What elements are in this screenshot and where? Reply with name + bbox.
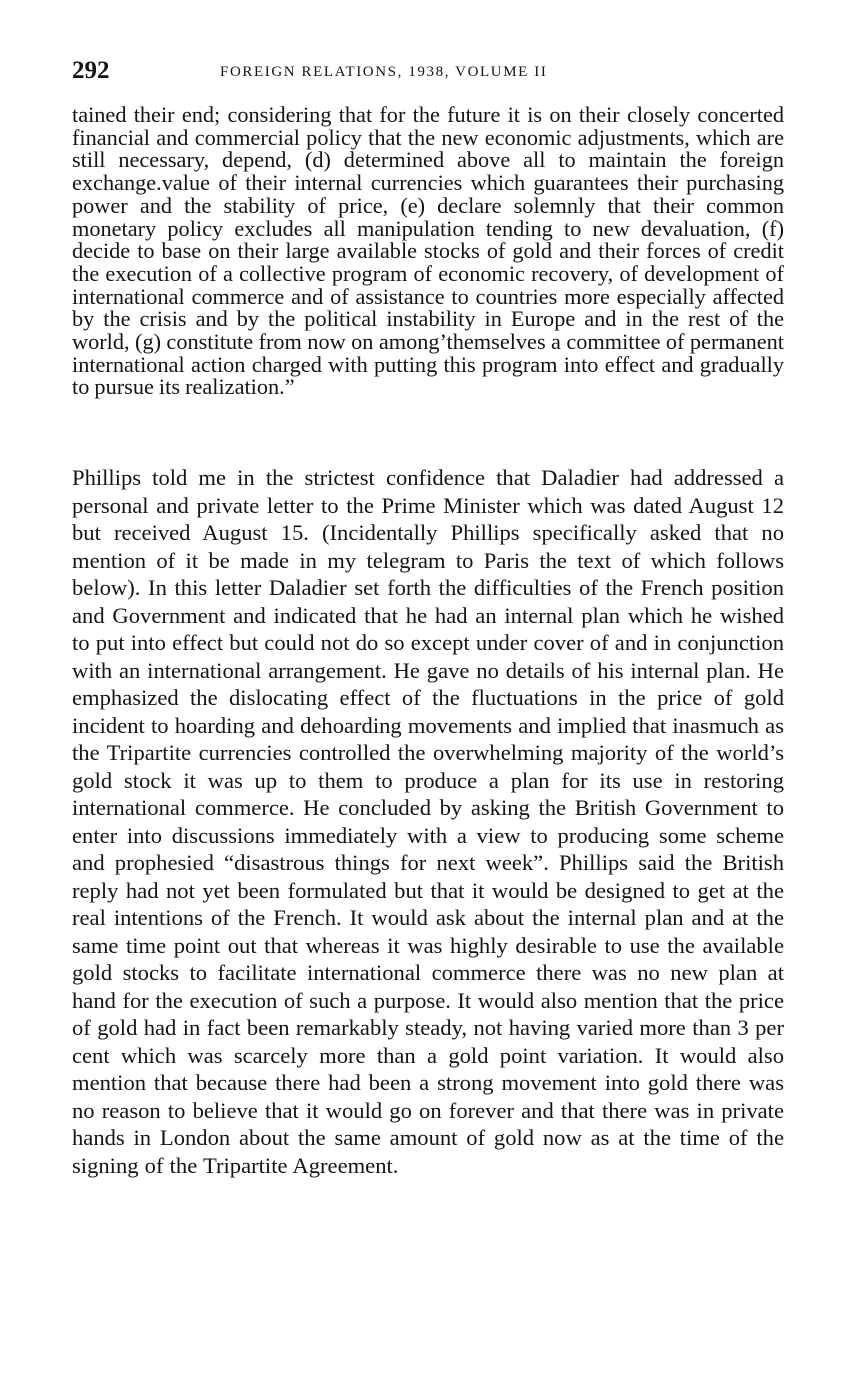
running-title: FOREIGN RELATIONS, 1938, VOLUME II [220, 64, 548, 80]
quoted-resolution-paragraph: tained their end; considering that for the future it is on their closely concerted financial and commercial policy that the new economic adjustments, which are still necessary, depend, (d) determined above all to maintain the foreign exchange.value of their internal currencies which guarantees their purchasing power and the stability of price, (e) declare solemnly that their common monetary policy excludes all manipulation tending to new devaluation, (f) decide to base on their large available stocks of gold and their forces of credit the execution of a collective program of economic recovery, of development of international commerce and of assistance to countries more especially affected by the crisis and by the political instability in Europe and in the rest of the world, (g) constitute from now on among’themselves a committee of permanent international action charged with putting this program into effect and gradually to pursue its realization.” [72, 102, 784, 400]
page-header [72, 56, 784, 88]
body-paragraph: Phillips told me in the strictest confidence that Daladier had addressed a personal and private letter to the Prime Minister which was dated August 12 but received August 15. (Incidentally Phillips specifically asked that no mention of it be made in my telegram to Paris the text of which follows below). In this letter Daladier set forth the difficulties of the French position and Government and indicated that he had an internal plan which he wished to put into effect but could not do so except under cover of and in conjunction with an international arrangement. He gave no details of his internal plan. He emphasized the dislocating effect of the fluctuations in the price of gold incident to hoarding and dehoarding movements and implied that inasmuch as the Tripartite currencies controlled the overwhelming majority of the world’s gold stock it was up to them to produce a plan for its use in restoring international commerce. He concluded by asking the British Government to enter into discussions immediately with a view to producing some scheme and prophesied “disastrous things for next week”. Phillips said the British reply had not yet been formulated but that it would be designed to get at the real intentions of the French. It would ask about the internal plan and at the same time point out that whereas it was highly desirable to use the available gold stocks to facilitate international commerce there was no new plan at hand for the execution of such a purpose. It would also mention that the price of gold had in fact been remarkably steady, not having varied more than 3 per cent which was scarcely more than a gold point variation. It would also mention that because there had been a strong movement into gold there was no reason to believe that it would go on forever and that there was in private hands in London about the same amount of gold now as at the time of the signing of the Tripartite Agreement. [72, 465, 784, 1178]
page-number: 292 [72, 57, 110, 84]
